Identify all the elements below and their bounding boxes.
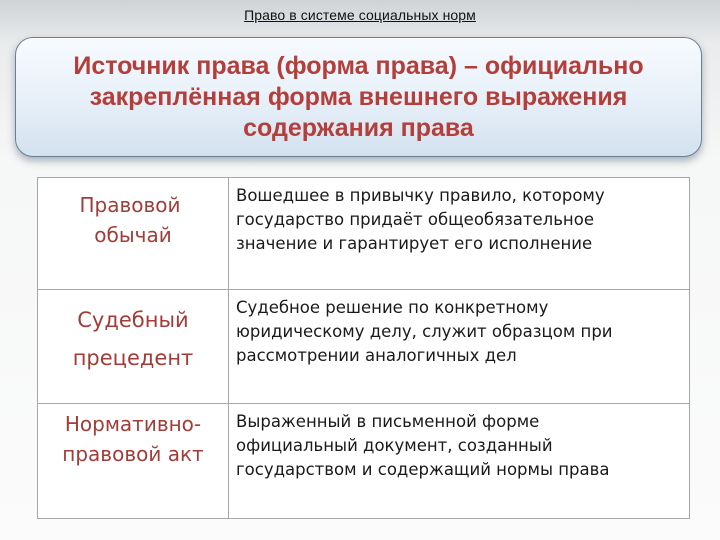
definition-line: Вошедшее в привычку правило, которому [236,186,605,205]
definition-text [51,51,665,144]
term-line: Судебный [77,308,189,332]
term-line: правовой акт [62,442,204,466]
definition-box [15,37,702,157]
definition-line: официальный документ, созданный [236,436,553,455]
table-row [38,290,690,404]
slide-header [0,0,720,30]
definition-line: юридическому делу, служит образцом при [236,322,613,341]
definition-cell [229,178,690,290]
term-line: Нормативно- [64,412,202,436]
term-cell [38,178,229,290]
definition-line: государство придаёт общеобязательное [236,210,594,229]
term-line: прецедент [72,346,194,370]
definition-line: закреплённая форма внешнего выражения [89,82,628,111]
definition-cell [229,290,690,404]
definition-line: рассмотрении аналогичных дел [236,346,517,365]
definition-line: значение и гарантирует его исполнение [236,234,593,253]
definition-line: Источник права (форма права) – официально [73,51,644,80]
definition-cell [229,404,690,519]
table-row [38,404,690,519]
term-line: обычай [94,223,172,247]
term-line: Правовой [79,193,181,217]
term-cell [38,290,229,404]
definition-line: содержания права [243,113,474,142]
term-cell [38,404,229,519]
sources-of-law-table [37,177,690,519]
definition-line: Судебное решение по конкретному [236,298,549,317]
definition-line: Выраженный в письменной форме [236,412,540,431]
definition-line: государством и содержащий нормы права [236,460,610,479]
slide-header-title: Право в системе социальных норм [244,7,476,23]
table-row [38,178,690,290]
